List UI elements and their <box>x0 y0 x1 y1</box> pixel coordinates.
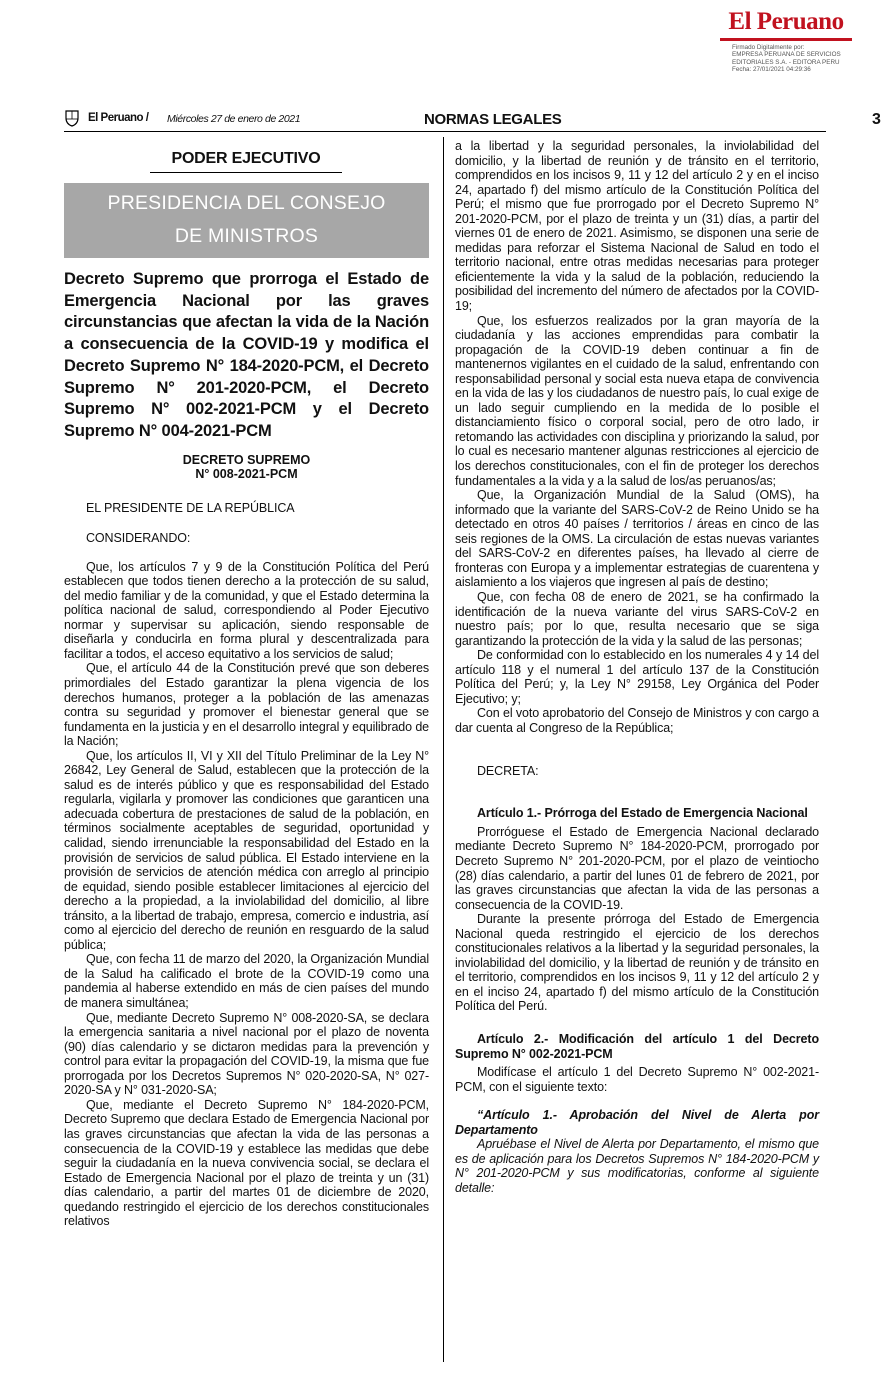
ministry-banner <box>64 183 429 258</box>
paragraph: Que, mediante Decreto Supremo N° 008-2020-SA, se declara la emergencia sanitaria a nivel nacional por el plazo de noventa (90) días calendario y se dictaron medidas para la prevención y control para evitar la propagación del COVID-19, la misma que fue prorrogada por los Decretos Supremos N° 020-2020-SA, N° 027-2020-SA y N° 031-2020-SA; <box>64 1010 429 1098</box>
signature-line: EMPRESA PERUANA DE SERVICIOS <box>732 51 841 59</box>
page-header <box>64 107 881 132</box>
paragraph: Modifícase el artículo 1 del Decreto Supremo N° 002-2021-PCM, con el siguiente texto: <box>455 1065 819 1094</box>
quoted-paragraph: Apruébase el Nivel de Alerta por Departamento, el mismo que es de aplicación para los Decretos Supremos N° 184-2020-PCM y N° 201-2020-PCM y sus modificatorias, conforme al siguiente detalle: <box>455 1137 819 1195</box>
decree-title: Decreto Supremo que prorroga el Estado de Emergencia Nacional por las graves circunstancias que afectan la vida de la Nación a consecuencia de la COVID-19 y modifica el Decreto Supremo N° 184-2020-PCM, el Decreto Supremo N° 201-2020-PCM, el Decreto Supremo N° 002-2021-PCM y el Decreto Supremo N° 004-2021-PCM <box>64 270 429 440</box>
column-divider <box>443 137 444 1362</box>
paragraph: Que, con fecha 11 de marzo del 2020, la Organización Mundial de la Salud ha calificado el brote de la COVID-19 como una pandemia al haberse extendido en más de cien países del mundo de manera simultánea; <box>64 952 429 1011</box>
signature-line: Fecha: 27/01/2021 04:29:36 <box>732 66 811 74</box>
coat-of-arms-icon <box>64 109 80 127</box>
paragraph: Que, los artículos 7 y 9 de la Constitución Política del Perú establecen que todos tienen derecho a la protección de su salud, del medio familiar y de la comunidad, y que el Estado determina la política nacional de salud, correspondiendo al Poder Ejecutivo normar y supervisar su aplicación, siendo responsable de diseñarla y conducirla en forma plural y descentralizada para facilitar a todos, el acceso equitativo a los servicios de salud; <box>64 559 429 661</box>
decree-heading <box>64 453 429 481</box>
paragraph: Que, con fecha 08 de enero de 2021, se ha confirmado la identificación de la nueva variante del virus SARS-CoV-2 en nuestro país; por lo que, resulta necesario que se siga garantizando la protección de la vida y la salud de las personas; <box>455 589 819 648</box>
newspaper-name: El Peruano / <box>88 112 149 124</box>
paragraph: Prorróguese el Estado de Emergencia Nacional declarado mediante Decreto Supremo N° 184-2020-PCM, prorrogado por Decreto Supremo N° 201-2020-PCM, por el plazo de veintiocho (28) días calendario, a partir del lunes 01 de febrero de 2021, por las graves circunstancias que afectan la vida de las personas a consecuencia de la COVID-19. <box>455 824 819 912</box>
paragraph: Que, los esfuerzos realizados por la gran mayoría de la ciudadanía y las acciones emprendidas para combatir la propagación de la COVID-19 deben continuar a fin de mantenernos vigilantes en el cuidado de la salud, enfrentando con responsabilidad personal y social esta nueva etapa de convivencia en la vida de las y los ciudadanos de nuestro país, lo cual exige de un lado seguir cumpliendo en la medida de lo posible el distanciamiento físico o corporal social, pero de otro lado, ir retomando las actividades con disciplina y priorizando la salud, por lo cual es necesario mantener algunas restricciones al ejercicio de los derechos constitucionales, con el fin de proteger los derechos fundamentales a la vida y a la salud de los/as peruanos/as; <box>455 313 819 488</box>
signature-line: Firmado Digitalmente por: <box>732 44 805 51</box>
digital-signature <box>732 44 867 74</box>
logo-text: El Peruano <box>728 8 844 35</box>
paragraph: a la libertad y la seguridad personales, la inviolabilidad del domicilio, y la libertad de reunión y de tránsito en el territorio, comprendidos en los incisos 9, 11 y 12 del artículo 2 y en el inciso 24, apartado f) del mismo artículo de la Constitución Política del Perú; el mismo que fue prorrogado por el Decreto Supremo N° 201-2020-PCM, por el plazo de treinta y un (31) días, a partir del viernes 01 de enero de 2021. Asimismo, se disponen una serie de medidas para reforzar el Sistema Nacional de Salud en todo el territorio nacional, entre otras medidas necesarias para proteger eficientemente la vida y la salud de la población, reduciendo la posibilidad del incremento del número de afectados por la COVID-19; <box>455 139 819 314</box>
paragraph: Con el voto aprobatorio del Consejo de Ministros y con cargo a dar cuenta al Congreso de la República; <box>455 706 819 735</box>
signature-line: EDITORIALES S.A. - EDITORA PERU <box>732 58 840 66</box>
quoted-article-title: “Artículo 1.- Aprobación del Nivel de Alerta por Departamento <box>455 1108 819 1137</box>
paragraph: Que, mediante el Decreto Supremo N° 184-2020-PCM, Decreto Supremo que declara Estado de Emergencia Nacional por las graves circunstancias que afectan la vida de las personas a consecuencia de la COVID-19 y establece las medidas que debe seguir la ciudadanía en la nueva convivencia social, se declara el Estado de Emergencia Nacional por el plazo de treinta y un (31) días calendario, a partir del martes 01 de diciembre de 2020, quedando restringido el ejercicio de los derechos constitucionales relativos <box>64 1097 429 1229</box>
ministry-line: PRESIDENCIA DEL CONSEJO <box>107 192 386 214</box>
paragraph: Que, los artículos II, VI y XII del Título Preliminar de la Ley N° 26842, Ley General de Salud, establecen que la protección de la salud es de interés público y que es responsabilidad del Estado regularla, vigilarla y promover las condiciones que garanticen una adecuada cobertura de prestaciones de salud de la población, en términos socialmente aceptables de seguridad, oportunidad y calidad, siendo irrenunciable la responsabilidad del Estado en la provisión de servicios de salud pública. El Estado interviene en la provisión de servicios de atención médica con arreglo al principio de equidad, siendo posible establecer limitaciones al ejercicio del derecho a la propiedad, a la inviolabilidad del domicilio, al libre tránsito, a la libertad de trabajo, empresa, comercio e industria, así como al ejercicio del derecho de reunión en resguardo de la salud pública; <box>64 748 429 952</box>
decree-label: DECRETO SUPREMO <box>182 452 311 467</box>
el-peruano-logo <box>706 8 866 41</box>
article-1-title: Artículo 1.- Prórroga del Estado de Emergencia Nacional <box>477 806 808 821</box>
paragraph: Que, la Organización Mundial de la Salud (OMS), ha informado que la variante del SARS-CoV-2 de Reino Unido se ha detectado en otros 40 países / territorios / áreas en cinco de las seis regiones de la OMS. La circulación de estas nuevas variantes del SARS-CoV-2 en diferentes países, ha llevado al cierre de fronteras con Europa y a implementar estrategias de cuarentena y aislamiento a los viajeros que ingresen al país de destino; <box>455 488 819 590</box>
paragraph: Que, el artículo 44 de la Constitución prevé que son deberes primordiales del Estado garantizar la plena vigencia de los derechos humanos, proteger a la población de las amenazas contra su seguridad y promover el bienestar general que se fundamenta en la justicia y en el desarrollo integral y equilibrado de la Nación; <box>64 661 429 749</box>
section-title: NORMAS LEGALES <box>424 111 562 128</box>
logo-underline <box>720 38 852 41</box>
paragraph: De conformidad con lo establecido en los numerales 4 y 14 del artículo 118 y el numeral 1 del artículo 137 de la Constitución Política del Perú; y, la Ley N° 29158, Ley Orgánica del Poder Ejecutivo; y; <box>455 648 819 706</box>
considerando-heading: CONSIDERANDO: <box>86 530 191 545</box>
page-number: 3 <box>872 111 881 128</box>
article-2-title: Artículo 2.- Modificación del artículo 1 del Decreto Supremo N° 002-2021-PCM <box>455 1032 819 1061</box>
issue-date: Miércoles 27 de enero de 2021 <box>167 113 301 125</box>
branch-heading: PODER EJECUTIVO <box>150 150 342 173</box>
decree-number: N° 008-2021-PCM <box>195 466 298 481</box>
right-column <box>455 139 819 1195</box>
president-line: EL PRESIDENTE DE LA REPÚBLICA <box>86 500 295 515</box>
ministry-line: DE MINISTROS <box>174 225 319 247</box>
decreta-heading: DECRETA: <box>477 764 539 779</box>
left-column <box>64 150 429 1229</box>
paragraph: Durante la presente prórroga del Estado de Emergencia Nacional queda restringido el ejercicio de los derechos constitucionales relativos a la libertad y la seguridad personales, la inviolabilidad del domicilio, y la libertad de reunión y de tránsito en el territorio, comprendidos en los incisos 9, 11 y 12 del artículo 2 y en el inciso 24, apartado f) del mismo artículo de la Constitución Política del Perú. <box>455 912 819 1014</box>
